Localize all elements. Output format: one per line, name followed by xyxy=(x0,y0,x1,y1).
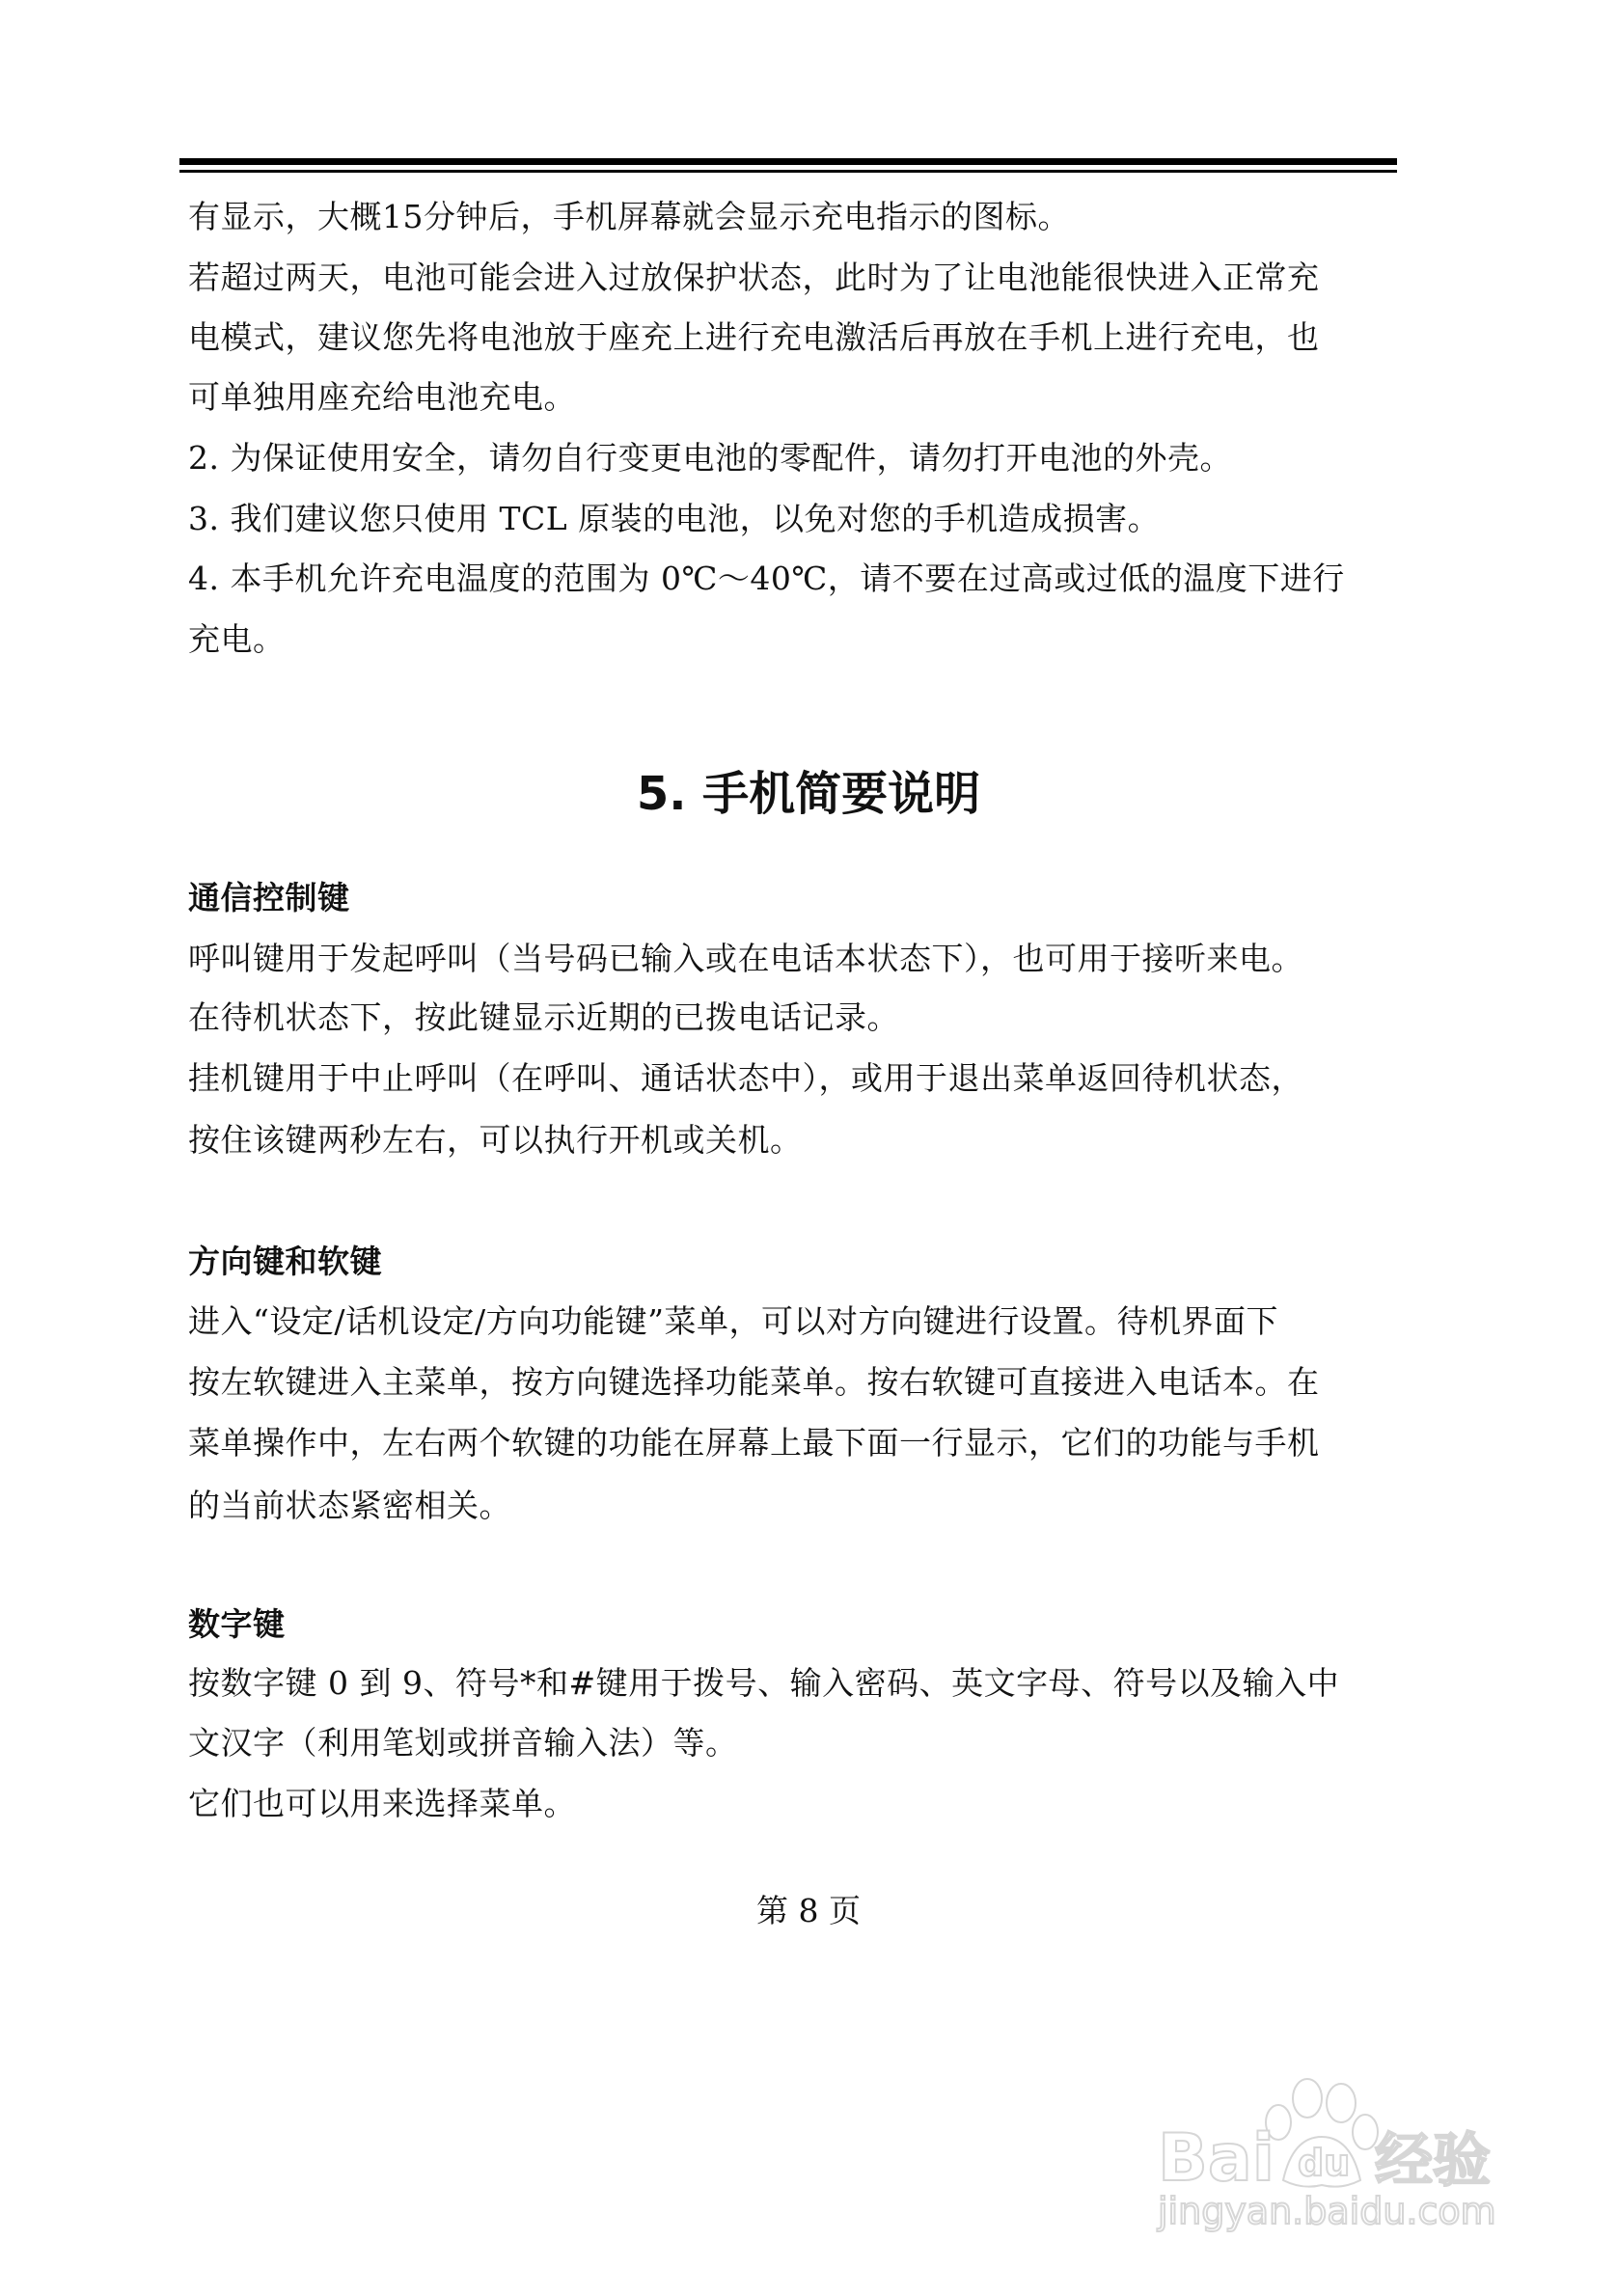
paragraph-line: 按数字键 0 到 9、符号*和#键用于拨号、输入密码、英文字母、符号以及输入中 xyxy=(188,1664,1340,1702)
header-rule-thin xyxy=(179,170,1397,173)
subsection-title: 方向键和软键 xyxy=(188,1243,382,1280)
subsection-title: 数字键 xyxy=(188,1605,286,1643)
baidu-jingyan-watermark xyxy=(1148,2045,1534,2238)
paragraph-line: 有显示，大概15分钟后，手机屏幕就会显示充电指示的图标。 xyxy=(188,198,1070,235)
section-heading: 5. 手机简要说明 xyxy=(636,767,981,821)
header-rule-thick xyxy=(179,158,1397,165)
svg-text:du: du xyxy=(1298,2142,1351,2184)
paragraph-line: 按住该键两秒左右，可以执行开机或关机。 xyxy=(188,1121,803,1159)
paragraph-line: 的当前状态紧密相关。 xyxy=(188,1487,511,1524)
paragraph-line: 3. 我们建议您只使用 TCL 原装的电池，以免对您的手机造成损害。 xyxy=(188,500,1161,537)
paragraph-line: 在待机状态下，按此键显示近期的已拨电话记录。 xyxy=(188,998,899,1036)
paragraph-line: 文汉字（利用笔划或拼音输入法）等。 xyxy=(188,1724,738,1762)
paragraph-line: 挂机键用于中止呼叫（在呼叫、通话状态中），或用于退出菜单返回待机状态， xyxy=(188,1059,1303,1097)
paragraph-line: 按左软键进入主菜单，按方向键选择功能菜单。按右软键可直接进入电话本。在 xyxy=(188,1363,1320,1401)
paragraph-line: 菜单操作中，左右两个软键的功能在屏幕上最下面一行显示，它们的功能与手机 xyxy=(188,1424,1320,1462)
paragraph-line: 进入“设定/话机设定/方向功能键”菜单，可以对方向键进行设置。待机界面下 xyxy=(188,1302,1278,1340)
svg-text:Bai: Bai xyxy=(1158,2120,1275,2197)
paragraph-line: 呼叫键用于发起呼叫（当号码已输入或在电话本状态下），也可用于接听来电。 xyxy=(188,940,1303,977)
svg-text:经验: 经验 xyxy=(1375,2127,1491,2195)
paragraph-line: 若超过两天，电池可能会进入过放保护状态，此时为了让电池能很快进入正常充 xyxy=(188,259,1320,296)
subsection-title: 通信控制键 xyxy=(188,879,350,916)
paragraph-line: 电模式，建议您先将电池放于座充上进行充电激活后再放在手机上进行充电，也 xyxy=(188,318,1320,356)
paw-toe-icon xyxy=(1327,2084,1356,2122)
paragraph-line: 可单独用座充给电池充电。 xyxy=(188,378,576,416)
svg-text:jingyan.baidu.com: jingyan.baidu.com xyxy=(1158,2190,1496,2232)
paragraph-line: 4. 本手机允许充电温度的范围为 0℃～40℃，请不要在过高或过低的温度下进行 xyxy=(188,560,1345,597)
page-number: 第 8 页 xyxy=(756,1892,861,1929)
paragraph-line: 充电。 xyxy=(188,620,286,658)
paw-toe-icon xyxy=(1293,2079,1322,2118)
paragraph-line: 2. 为保证使用安全，请勿自行变更电池的零配件，请勿打开电池的外壳。 xyxy=(188,439,1232,477)
paragraph-line: 它们也可以用来选择菜单。 xyxy=(188,1785,576,1822)
